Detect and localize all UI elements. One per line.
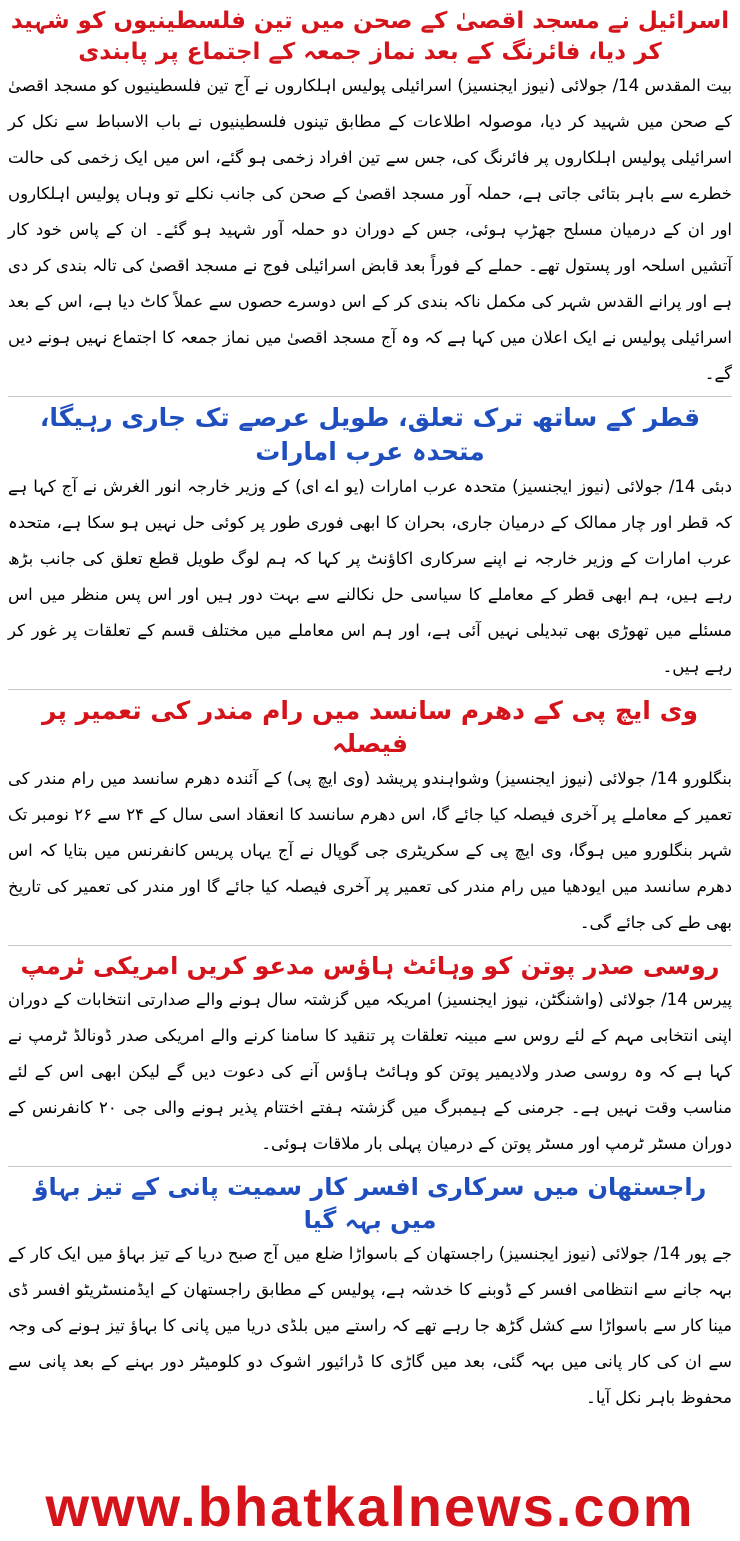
- article-qatar: [8, 401, 732, 685]
- article-al-aqsa: [8, 6, 732, 392]
- website-footer[interactable]: www.bhatkalnews.com: [45, 1475, 695, 1538]
- divider: [8, 396, 732, 397]
- article-trump: [8, 950, 732, 1162]
- headline-rajasthan: راجستھان میں سرکاری افسر کار سمیت پانی کے تیز بہاؤ میں بہہ گیا: [33, 1173, 707, 1234]
- body-vhp: بنگلورو 14/ جولائی (نیوز ایجنسیز) وشواہندو پریشد (وی ایچ پی) کے آئندہ دھرم سانسد میں رام مندر کی تعمیر کے معاملے پر آخری فیصلہ کیا جائے گا، اس دھرم سانسد کا انعقاد اسی سال کے ۲۴ سے ۲۶ نومبر تک شہر بنگلورو میں ہوگا، وی ایچ پی کے سکریٹری جی گوپال نے آج یہاں پریس کانفرنس میں بتایا کہ اس دھرم سانسد میں ایودھیا میں رام مندر کی تعمیر پر آخری فیصلہ کیا جائے گا اور مندر کی تعمیر کی تاریخ بھی طے کی جائے گی۔: [8, 769, 732, 933]
- divider: [8, 689, 732, 690]
- divider: [8, 1166, 732, 1167]
- headline-qatar: قطر کے ساتھ ترک تعلق، طویل عرصے تک جاری رہیگا، متحدہ عرب امارات: [39, 403, 701, 466]
- body-al-aqsa: بیت المقدس 14/ جولائی (نیوز ایجنسیز) اسرائیلی پولیس اہلکاروں نے آج تین فلسطینیوں کو مسجد اقصیٰ کے صحن میں شہید کر دیا، موصولہ اطلاعات کے مطابق تینوں فلسطینیوں نے باب الاسباط سے نکل کر اسرائیلی پولیس اہلکاروں پر فائرنگ کی، جس سے تین افراد زخمی ہو گئے، اس میں ایک زخمی کی حالت خطرے سے باہر بتائی جاتی ہے، حملہ آور مسجد اقصیٰ کے صحن کی جانب نکلے تو وہاں پولیس اہلکاروں اور ان کے درمیان مسلح جھڑپ ہوئی، جس کے دوران دو حملہ آور شہید ہو گئے۔ ان کے پاس خود کار آتشیں اسلحہ اور پستول تھے۔ حملے کے فوراً بعد قابض اسرائیلی فوج نے مسجد اقصیٰ کی تالہ بندی کر دی ہے اور پرانے القدس شہر کی مکمل ناکہ بندی کر کے اس دوسرے حصوں سے عملاً کاٹ دیا ہے، اس کے بعد اسرائیلی پولیس نے ایک اعلان میں کہا ہے کہ وہ آج مسجد اقصیٰ میں نماز جمعہ کا اجتماع نہیں ہونے دیں گے۔: [8, 76, 732, 384]
- article-vhp: [8, 694, 732, 942]
- body-qatar: دبئی 14/ جولائی (نیوز ایجنسیز) متحدہ عرب امارات (یو اے ای) کے وزیر خارجہ انور الغرش نے آج کہا ہے کہ قطر اور چار ممالک کے درمیان جاری، بحران کا ابھی فوری طور پر کوئی حل نہیں ہو سکا ہے، متحدہ عرب امارات کے وزیر خارجہ نے اپنے سرکاری اکاؤنٹ پر کہا کہ ہم لوگ طویل قطع تعلق کی جانب بڑھ رہے ہیں، ہم ابھی قطر کے معاملے کا سیاسی حل نکالنے سے بہت دور ہیں اور اس پس منظر میں اس مسئلے میں تھوڑی بھی تبدیلی نہیں آئی ہے، اور ہم اس معاملے میں مختلف قسم کے تعلقات پر غور کر رہے ہیں۔: [8, 476, 732, 676]
- body-rajasthan: جے پور 14/ جولائی (نیوز ایجنسیز) راجستھان کے باسواڑا ضلع میں آج صبح دریا کے تیز بہاؤ میں ایک کار کے بہہ جانے سے انتظامی افسر کے ڈوبنے کا خدشہ ہے، پولیس کے مطابق راجستھان کے ایڈمنسٹریٹو افسر ڈی مینا کار سے باسواڑا سے کشل گڑھ جا رہے تھے کہ راستے میں بلڈی دریا میں پانی کا بہاؤ تیز ہونے کی وجہ سے ان کی کار پانی میں بہہ گئی، بعد میں گاڑی کا ڈرائیور اشوک دو کلومیٹر دور بہنے کے بعد پانی سے محفوظ باہر نکل آیا۔: [8, 1244, 732, 1408]
- divider: [8, 945, 732, 946]
- headline-al-aqsa: اسرائیل نے مسجد اقصیٰ کے صحن میں تین فلسطینیوں کو شہید کر دیا، فائرنگ کے بعد نماز جمعہ کے اجتماع پر پابندی: [10, 8, 730, 66]
- body-trump: پیرس 14/ جولائی (واشنگٹن، نیوز ایجنسیز) امریکہ میں گزشتہ سال ہونے والے صدارتی انتخابات کے دوران اپنی انتخابی مہم کے لئے روس سے مبینہ تعلقات پر تنقید کا سامنا کرنے والے امریکی صدر ڈونالڈ ٹرمپ نے کہا ہے کہ وہ روسی صدر ولادیمیر پوتن کو وہائٹ ہاؤس آنے کی دعوت دیں گے لیکن ابھی اس کے لئے مناسب وقت نہیں ہے۔ جرمنی کے ہیمبرگ میں گزشتہ ہفتے اختتام پذیر ہونے والی جی ۲۰ کانفرنس کے دوران مسٹر ٹرمپ اور مسٹر پوتن کے درمیان پہلی بار ملاقات ہوئی۔: [8, 990, 732, 1154]
- headline-trump: روسی صدر پوتن کو وہائٹ ہاؤس مدعو کریں امریکی ٹرمپ: [20, 952, 720, 981]
- article-rajasthan: [8, 1171, 732, 1416]
- headline-vhp: وی ایچ پی کے دھرم سانسد میں رام مندر کی تعمیر پر فیصلہ: [41, 695, 699, 759]
